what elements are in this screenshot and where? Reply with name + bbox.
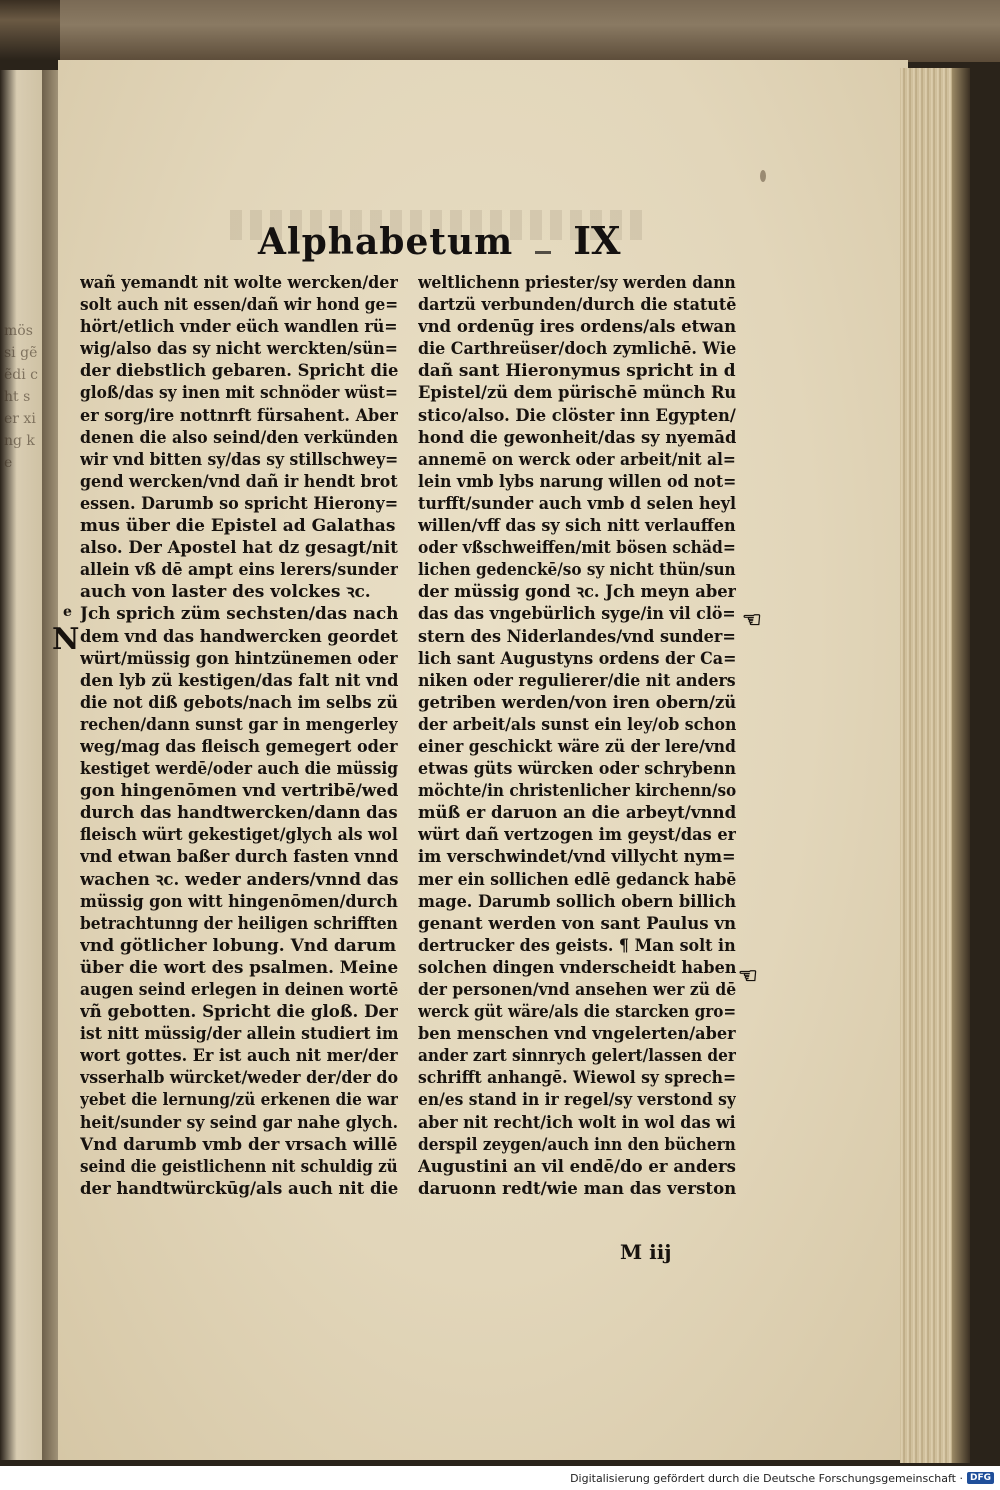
text-line: lich sant Augustyns ordens der Ca= [418, 648, 736, 669]
text-line: dem vnd das handwercken geordet [80, 626, 398, 647]
text-line: wort gottes. Er ist auch nit mer/der [80, 1046, 398, 1067]
text-line: oder vßschweiffen/mit bösen schäd= [418, 538, 736, 559]
text-line: gloß/das sy inen mit schnöder wüst= [80, 383, 398, 404]
text-line: wig/also das sy nicht werckten/sün= [80, 339, 398, 360]
text-line: annemē on werck oder arbeit/nit al= [418, 449, 736, 470]
text-line: genant werden von sant Paulus vn [418, 913, 736, 934]
text-line: fleisch würt gekestiget/glych als wol [80, 825, 398, 846]
text-line: weltlichenn priester/sy werden dann [418, 273, 736, 293]
signature-mark: M iij [620, 1240, 672, 1264]
text-line: Epistel/zü dem pürischē münch Ru [418, 383, 736, 404]
text-line: daruonn redt/wie man das verston [418, 1178, 736, 1199]
text-line: augen seind erlegen in deinen wortē [80, 980, 398, 1000]
manicule-icon: ☜ [742, 607, 762, 633]
text-line: rechen/dann sunst gar in mengerley [80, 714, 398, 735]
text-line: den lyb zü kestigen/das falt nit vnd [80, 670, 398, 691]
text-line: Jch sprich züm sechsten/das nach [80, 604, 398, 625]
text-line: aber nit recht/ich wolt in wol das wi [418, 1112, 736, 1133]
text-line: der personen/vnd ansehen wer zü dē [418, 980, 736, 1000]
text-line: der müssig gond ꝛc. Jch meyn aber [418, 582, 736, 603]
dfg-logo: DFG [967, 1472, 994, 1484]
text-line: gon hingenōmen vnd vertribē/wed [80, 781, 398, 802]
text-line: müß er daruon an die arbeyt/vnnd [418, 803, 736, 824]
text-line: der arbeit/als sunst ein ley/ob schon [418, 714, 736, 735]
text-line: im verschwindet/vnd villycht nym= [418, 847, 736, 868]
manicule-icon: ☜ [738, 963, 758, 989]
text-line: müssig gon witt hingenōmen/durch [80, 891, 398, 912]
text-line: dertrucker des geists. ¶ Man solt in [418, 935, 736, 956]
left-text-column [80, 272, 398, 1200]
header-dash [535, 251, 551, 254]
text-line: durch das handtwercken/dann das [80, 803, 398, 824]
text-line: vnd etwan baßer durch fasten vnnd [80, 847, 398, 868]
text-line: wir vnd bitten sy/das sy stillschwey= [80, 449, 398, 470]
text-line: auch von laster des volckes ꝛc. [80, 582, 371, 603]
text-line: dañ sant Hieronymus spricht in d [418, 361, 736, 382]
text-line: getriben werden/von iren obern/zü [418, 692, 736, 713]
text-line: er sorg/ire nottnrft fürsahent. Aber [80, 405, 398, 426]
text-line: allein vß dē ampt eins lerers/sunder [80, 560, 398, 581]
right-text-column [418, 272, 736, 1200]
text-line: seind die geistlichenn nit schuldig zü [80, 1156, 398, 1177]
text-line: willen/vff das sy sich nitt verlauffen [418, 516, 736, 537]
text-line: en/es stand in ir regel/sy verstond sy [418, 1090, 736, 1111]
margin-initial: N [52, 622, 80, 657]
text-line: niken oder regulierer/die nit anders [418, 670, 736, 691]
text-line: wachen ꝛc. weder anders/vnnd das [80, 869, 398, 890]
text-line: Vnd darumb vmb der vrsach willē [80, 1134, 398, 1155]
folio-number: IX [573, 218, 621, 263]
text-line: also. Der Apostel hat dz gesagt/nit [80, 538, 398, 559]
text-line: hört/etlich vnder eüch wandlen rü= [80, 317, 398, 338]
text-line: etwas güts würcken oder schrybenn [418, 759, 736, 780]
bleed-through-text: mössi gẽ ẽdi cht ser xi ng ke [4, 323, 39, 471]
paper-spot [760, 170, 766, 182]
text-line: essen. Darumb so spricht Hierony= [80, 493, 398, 514]
text-line: weg/mag das fleisch gemegert oder [80, 736, 398, 757]
text-line: möchte/in christenlicher kirchenn/so [418, 781, 736, 802]
text-line: dartzü verbunden/durch die statutē [418, 295, 736, 316]
text-line: solchen dingen vnderscheidt haben [418, 957, 736, 978]
margin-mark: e [63, 604, 72, 620]
page-edges-stack [900, 68, 970, 1463]
footer-bar [0, 1466, 1000, 1490]
text-line: ist nitt müssig/der allein studiert im [80, 1024, 398, 1045]
book-cover-edge [60, 0, 1000, 62]
text-line: vñ gebotten. Spricht die gloß. Der [80, 1002, 398, 1023]
text-line: gend wercken/vnd dañ ir hendt brot [80, 471, 398, 492]
text-line: stern des Niderlandes/vnd sunder= [418, 626, 736, 647]
text-line: solt auch nit essen/dañ wir hond ge= [80, 295, 398, 316]
text-line: vsserhalb würcket/weder der/der do [80, 1068, 398, 1089]
text-line: über die wort des psalmen. Meine [80, 957, 398, 978]
text-line: lichen gedenckē/so sy nicht thün/sun [418, 560, 736, 581]
text-line: lein vmb lybs narung willen od not= [418, 471, 736, 492]
text-line: einer geschickt wäre zü der lere/vnd [418, 736, 736, 757]
text-line: ben menschen vnd vngelerten/aber [418, 1024, 736, 1045]
text-line: schrifft anhangē. Wiewol sy sprech= [418, 1068, 736, 1089]
text-line: werck güt wäre/als die starcken gro= [418, 1002, 736, 1023]
text-line: der handtwürckūg/als auch nit die [80, 1178, 398, 1199]
text-line: würt dañ vertzogen im geyst/das er [418, 825, 736, 846]
text-line: ander zart sinnrych gelert/lassen der [418, 1046, 736, 1067]
text-line: betrachtunng der heiligen schrifften [80, 913, 398, 934]
text-line: wañ yemandt nit wolte wercken/der [80, 273, 398, 293]
text-line: heit/sunder sy seind gar nahe glych. [80, 1112, 398, 1133]
text-line: mus über die Epistel ad Galathas [80, 516, 396, 537]
text-line: kestiget werdē/oder auch die müssig [80, 759, 398, 780]
text-line: mer ein sollichen edlē gedanck habē [418, 869, 736, 890]
text-line: würt/müssig gon hintzünemen oder [80, 648, 398, 669]
text-line: das das vngebürlich syge/in vil clö= [418, 604, 736, 625]
running-header [258, 218, 621, 268]
text-line: mage. Darumb sollich obern billich [418, 891, 736, 912]
text-line: die not diß gebots/nach im selbs zü [80, 692, 398, 713]
running-title: Alphabetum [258, 221, 514, 263]
text-line: vnd ordenūg ires ordens/als etwan [418, 317, 736, 338]
previous-page-edge [0, 70, 42, 1460]
funding-notice: Digitalisierung gefördert durch die Deutsche Forschungsgemeinschaft · [570, 1471, 963, 1485]
text-line: die Carthreüser/doch zymlichē. Wie [418, 339, 736, 360]
text-line: hond die gewonheit/das sy nyemād [418, 427, 736, 448]
text-line: derspil zeygen/auch inn den büchern [418, 1134, 736, 1155]
text-line: denen die also seind/den verkünden [80, 427, 398, 448]
text-line: turfft/sunder auch vmb d selen heyl [418, 493, 736, 514]
text-line: stico/also. Die clöster inn Egypten/ [418, 405, 736, 426]
text-line: vnd götlicher lobung. Vnd darum [80, 935, 397, 956]
text-line: der diebstlich gebaren. Spricht die [80, 361, 398, 382]
text-line: yebet die lernung/zü erkenen die war [80, 1090, 398, 1111]
text-line: Augustini an vil endē/do er anders [418, 1156, 736, 1177]
